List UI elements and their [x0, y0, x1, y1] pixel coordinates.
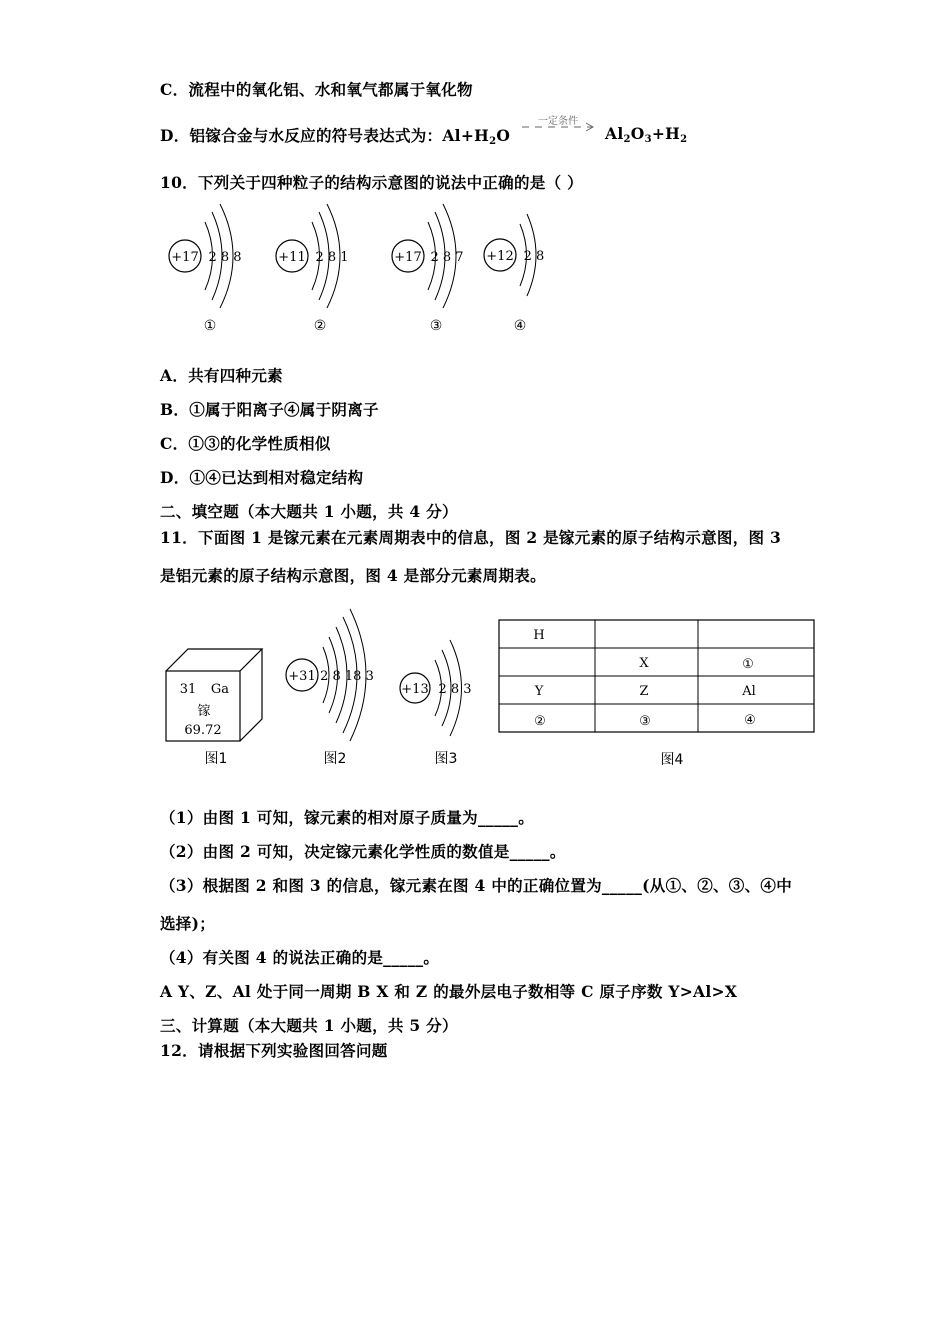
- q11-sub-1: （1）由图 1 可知，镓元素的相对原子质量为_____。: [160, 808, 535, 827]
- figure-2-ga-atom: [286, 609, 374, 767]
- particle-3-shells: 2 8 7: [430, 250, 464, 265]
- al-nucleus: +13: [401, 682, 429, 697]
- cell-r2-c2: Al: [742, 684, 756, 699]
- q11-sub-3-line-2: 选择)；: [160, 914, 216, 933]
- q11-sub-2: （2）由图 2 可知，决定镓元素化学性质的数值是_____。: [160, 842, 566, 861]
- figure-1-element-box: [166, 649, 262, 767]
- q11-stem-line-1: 11．下面图 1 是镓元素在元素周期表中的信息，图 2 是镓元素的原子结构示意图，图 3: [160, 528, 782, 547]
- product-al: Al: [605, 124, 624, 143]
- q10-stem: 10．下列关于四种粒子的结构示意图的说法中正确的是（ ）: [160, 173, 583, 192]
- particle-4-label: ④: [513, 318, 527, 334]
- cell-r3-c1: ③: [639, 714, 651, 729]
- figure-2-caption: 图2: [323, 751, 347, 767]
- cell-r3-c2: ④: [744, 713, 756, 728]
- figure-3-caption: 图3: [434, 751, 458, 767]
- q9-sub-4: 2: [680, 134, 688, 145]
- q11-figures-1-3: [160, 605, 490, 775]
- al-shells: 2 8 3: [438, 682, 472, 697]
- particle-3-label: ③: [429, 318, 443, 334]
- ga-nucleus: +31: [288, 669, 316, 684]
- figure-3-al-atom: [400, 640, 472, 767]
- q10-option-b: B．①属于阳离子④属于阴离子: [160, 400, 379, 419]
- cell-r2-c1: Z: [639, 684, 649, 699]
- cell-r1-c1: X: [639, 656, 649, 671]
- q9-o: O: [496, 126, 511, 145]
- particle-2: [276, 204, 349, 334]
- section-2-heading: 二、填空题（本大题共 1 小题，共 4 分）: [160, 502, 458, 521]
- particle-1-label: ①: [203, 318, 217, 334]
- q9-sub-3: 3: [644, 134, 652, 145]
- q11-stem-line-2: 是铝元素的原子结构示意图，图 4 是部分元素周期表。: [160, 566, 546, 585]
- particle-2-nucleus: +11: [278, 250, 306, 265]
- q11-sub-3-line-1: （3）根据图 2 和图 3 的信息，镓元素在图 4 中的正确位置为_____(从①、②、③、④中: [160, 876, 793, 895]
- element-mass: 69.72: [184, 723, 222, 738]
- q9-sub-2: 2: [623, 134, 631, 145]
- ga-shells: 2 8 18 3: [320, 669, 374, 684]
- reaction-condition: 一定条件: [538, 116, 578, 127]
- particle-4-shells: 2 8: [523, 249, 545, 264]
- section-3-heading: 三、计算题（本大题共 1 小题，共 5 分）: [160, 1016, 458, 1035]
- particle-4-nucleus: +12: [486, 249, 514, 264]
- q10-particle-diagrams: [160, 200, 580, 340]
- product-h: +H: [651, 124, 681, 143]
- particle-3: [392, 204, 464, 334]
- cell-r1-c2: ①: [742, 657, 754, 672]
- q10-option-d: D．①④已达到相对稳定结构: [160, 468, 364, 487]
- figure-4-caption: 图4: [660, 752, 684, 768]
- element-symbol: Ga: [210, 682, 230, 697]
- figure-4-periodic-table: [498, 618, 818, 773]
- q9-option-d: [160, 124, 510, 147]
- particle-2-label: ②: [313, 318, 327, 334]
- arrow-icon: [520, 112, 600, 134]
- q9-sub-1: 2: [489, 136, 497, 147]
- particle-1: [169, 204, 242, 334]
- q11-sub-4: （4）有关图 4 的说法正确的是_____。: [160, 948, 440, 967]
- particle-1-nucleus: +17: [171, 250, 199, 265]
- cell-r2-c0: Y: [534, 684, 544, 699]
- q9-option-d-prefix: D．铝镓合金与水反应的符号表达式为：Al+H: [160, 126, 490, 145]
- particle-2-shells: 2 8 1: [315, 250, 349, 265]
- q10-option-a: A．共有四种元素: [160, 366, 283, 385]
- particle-4: [484, 214, 544, 334]
- figure-1-caption: 图1: [204, 751, 228, 767]
- q12-stem: 12．请根据下列实验图回答问题: [160, 1041, 388, 1060]
- product-o: O: [630, 124, 645, 143]
- cell-r0-c0: H: [533, 628, 545, 643]
- particle-1-shells: 2 8 8: [208, 250, 242, 265]
- q10-option-c: C．①③的化学性质相似: [160, 434, 331, 453]
- element-number: 31: [179, 682, 197, 697]
- reaction-arrow: [520, 112, 600, 134]
- q9-option-d-products: [605, 124, 687, 145]
- particle-3-nucleus: +17: [394, 250, 422, 265]
- q11-choices: A Y、Z、Al 处于同一周期 B X 和 Z 的最外层电子数相等 C 原子序数 Y>Al>X: [160, 982, 738, 1001]
- q9-option-c: C．流程中的氧化铝、水和氧气都属于氧化物: [160, 80, 473, 99]
- element-name: 镓: [197, 704, 211, 719]
- cell-r3-c0: ②: [534, 714, 546, 729]
